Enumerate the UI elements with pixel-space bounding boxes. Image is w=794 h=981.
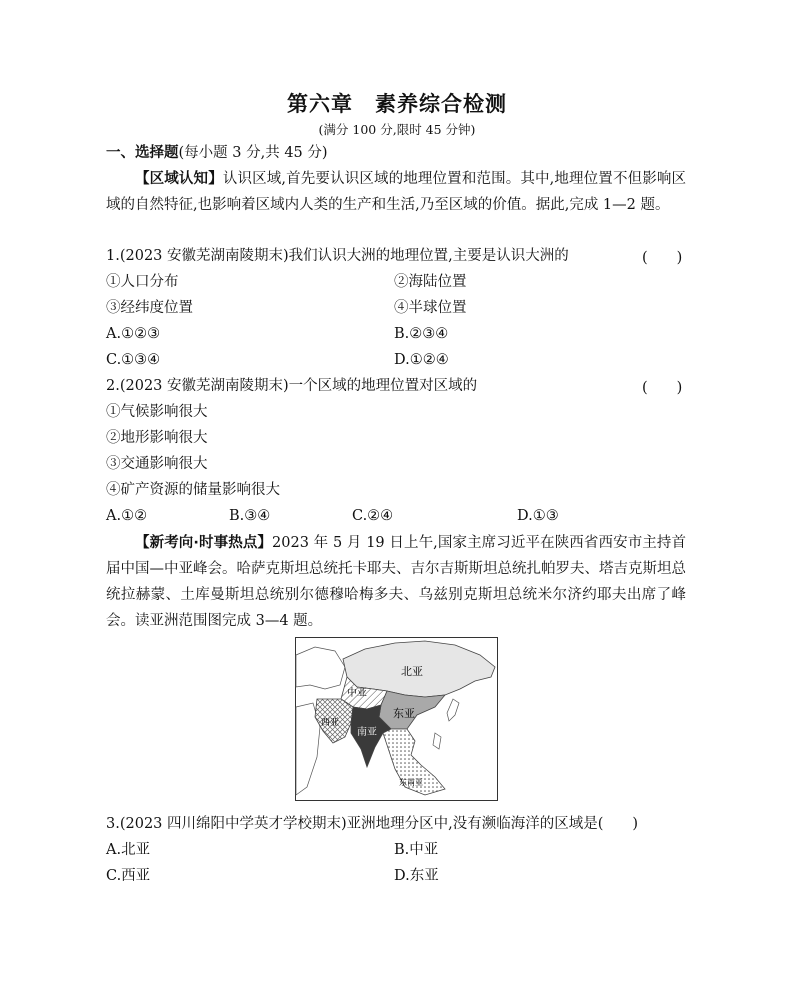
question-1-item: ④半球位置 [394, 300, 467, 316]
question-2-item: ①气候影响很大 [106, 404, 208, 420]
passage-tag: 【区域认知】 [135, 171, 223, 187]
question-1-option-a: A.①②③ [106, 326, 161, 342]
question-2-answer-paren: ( ) [642, 380, 683, 396]
question-3-option-a: A.北亚 [106, 842, 151, 858]
question-1-item: ①人口分布 [106, 274, 179, 290]
page-subtitle: (满分 100 分,限时 45 分钟) [318, 122, 476, 137]
passage-region-cognition [106, 166, 686, 218]
passage-tag: 【新考向·时事热点】 [135, 535, 273, 551]
question-2-stem: 2.(2023 安徽芜湖南陵期末)一个区域的地理位置对区域的 [106, 378, 478, 394]
question-3-option-b: B.中亚 [394, 842, 439, 858]
question-2-option-c: C.②④ [352, 508, 394, 524]
question-2-option-b: B.③④ [229, 508, 271, 524]
question-3-option-d: D.东亚 [394, 868, 439, 884]
question-2-item: ②地形影响很大 [106, 430, 208, 446]
section-heading [106, 143, 328, 163]
asia-region-map [295, 637, 498, 801]
passage-text: 2023 年 5 月 19 日上午,国家主席习近平在陕西省西安市主持首届中国—中亚峰会。哈萨克斯坦总统托卡耶夫、吉尔吉斯斯坦总统扎帕罗夫、塔吉克斯坦总统拉赫蒙、土库曼斯坦总统别尔德穆哈梅多夫、乌兹别克斯坦总统米尔济约耶夫出席了峰会。读亚洲范围图完成 3—4 题。 [106, 535, 686, 629]
passage-current-events [106, 530, 686, 634]
section-heading-note: (每小题 3 分,共 45 分) [178, 145, 328, 161]
question-2-item: ④矿产资源的储量影响很大 [106, 482, 280, 498]
map-label-south-asia: 南亚 [357, 727, 377, 738]
map-label-central-asia: 中亚 [347, 688, 367, 699]
question-1-option-d: D.①②④ [394, 352, 449, 368]
question-1-item: ②海陆位置 [394, 274, 467, 290]
map-label-east-asia: 东亚 [393, 707, 415, 720]
question-1-option-b: B.②③④ [394, 326, 449, 342]
question-3-stem: 3.(2023 四川绵阳中学英才学校期末)亚洲地理分区中,没有濒临海洋的区域是( ) [106, 816, 639, 832]
question-3-option-c: C.西亚 [106, 868, 151, 884]
page-title: 第六章 素养综合检测 [287, 92, 507, 116]
passage-text: 认识区域,首先要认识区域的地理位置和范围。其中,地理位置不但影响区域的自然特征,也影响着区域内人类的生产和生活,乃至区域的价值。据此,完成 1—2 题。 [106, 171, 687, 213]
question-2-option-a: A.①② [106, 508, 148, 524]
map-label-west-asia: 西亚 [321, 718, 340, 728]
question-1-answer-paren: ( ) [642, 250, 683, 266]
map-label-southeast-asia: 东南亚 [399, 778, 423, 787]
question-2-item: ③交通影响很大 [106, 456, 208, 472]
section-heading-number: 一、选择题 [106, 145, 179, 161]
question-1-stem: 1.(2023 安徽芜湖南陵期末)我们认识大洲的地理位置,主要是认识大洲的 [106, 248, 569, 264]
map-label-north-asia: 北亚 [401, 665, 423, 678]
question-2-option-d: D.①③ [517, 508, 559, 524]
question-1-item: ③经纬度位置 [106, 300, 193, 316]
question-1-option-c: C.①③④ [106, 352, 161, 368]
